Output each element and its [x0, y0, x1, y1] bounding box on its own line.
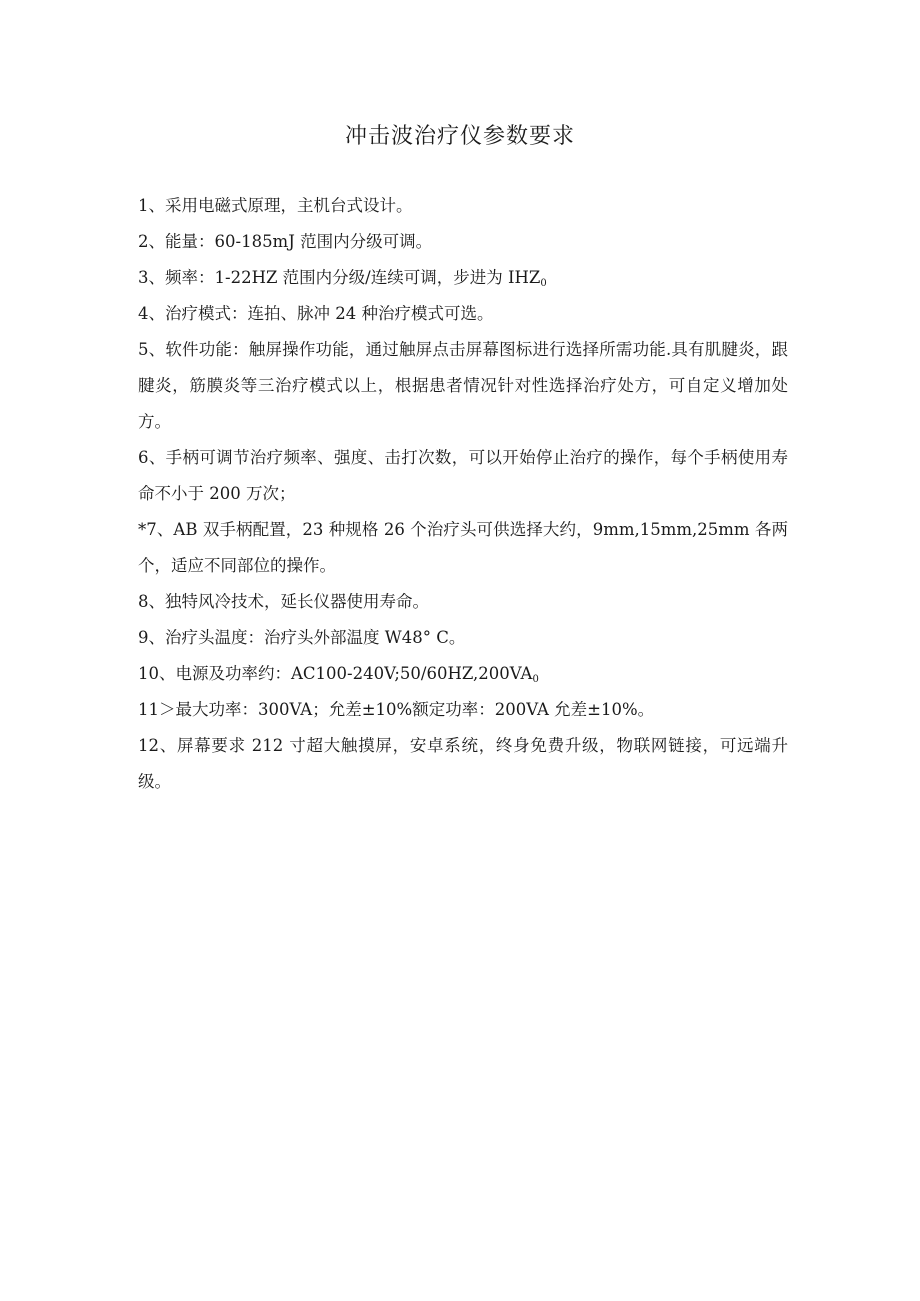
subscript-mark: 0 — [540, 278, 547, 289]
requirement-text: 10、电源及功率约：AC100-240V;50/60HZ,200VA — [138, 664, 533, 683]
requirement-item-9 — [138, 620, 788, 656]
requirement-text: 2、能量：60-185mJ 范围内分级可调。 — [138, 232, 433, 251]
requirement-item-4 — [138, 296, 788, 332]
requirement-text: 1、采用电磁式原理，主机台式设计。 — [138, 196, 413, 215]
requirement-text: 5、软件功能：触屏操作功能，通过触屏点击屏幕图标进行选择所需功能.具有肌腱炎，跟腱炎，筋膜炎等三治疗模式以上，根据患者情况针对性选择治疗处方，可自定义增加处方。 — [138, 340, 788, 431]
requirement-text: *7、AB 双手柄配置，23 种规格 26 个治疗头可供选择大约，9mm,15mm,25mm 各两个，适应不同部位的操作。 — [138, 520, 788, 575]
requirement-text: 8、独特风冷技术，延长仪器使用寿命。 — [138, 592, 429, 611]
requirement-item-7 — [138, 512, 788, 584]
requirement-item-11 — [138, 692, 788, 728]
requirement-item-3 — [138, 260, 788, 296]
requirement-item-10 — [138, 656, 788, 692]
requirement-item-1 — [138, 188, 788, 224]
requirement-item-2 — [138, 224, 788, 260]
requirement-text: 4、治疗模式：连拍、脉冲 24 种治疗模式可选。 — [138, 304, 494, 323]
requirement-text: 3、频率：1-22HZ 范围内分级/连续可调，步进为 IHZ — [138, 268, 541, 287]
requirement-text: 12、屏幕要求 212 寸超大触摸屏，安卓系统，终身免费升级，物联网链接，可远端升级。 — [138, 736, 788, 791]
requirement-text: 6、手柄可调节治疗频率、强度、击打次数，可以开始停止治疗的操作，每个手柄使用寿命不小于 200 万次； — [138, 448, 788, 503]
requirement-item-12 — [138, 728, 788, 800]
requirement-item-8 — [138, 584, 788, 620]
requirement-text: 11＞最大功率：300VA；允差±10%额定功率：200VA 允差±10%。 — [138, 700, 655, 719]
requirements-list — [138, 188, 788, 800]
requirement-item-5 — [138, 332, 788, 440]
subscript-mark: 0 — [532, 674, 539, 685]
page-title: 冲击波治疗仪参数要求 — [344, 124, 575, 149]
requirement-item-6 — [138, 440, 788, 512]
requirement-text: 9、治疗头温度：治疗头外部温度 W48° C。 — [138, 628, 466, 647]
